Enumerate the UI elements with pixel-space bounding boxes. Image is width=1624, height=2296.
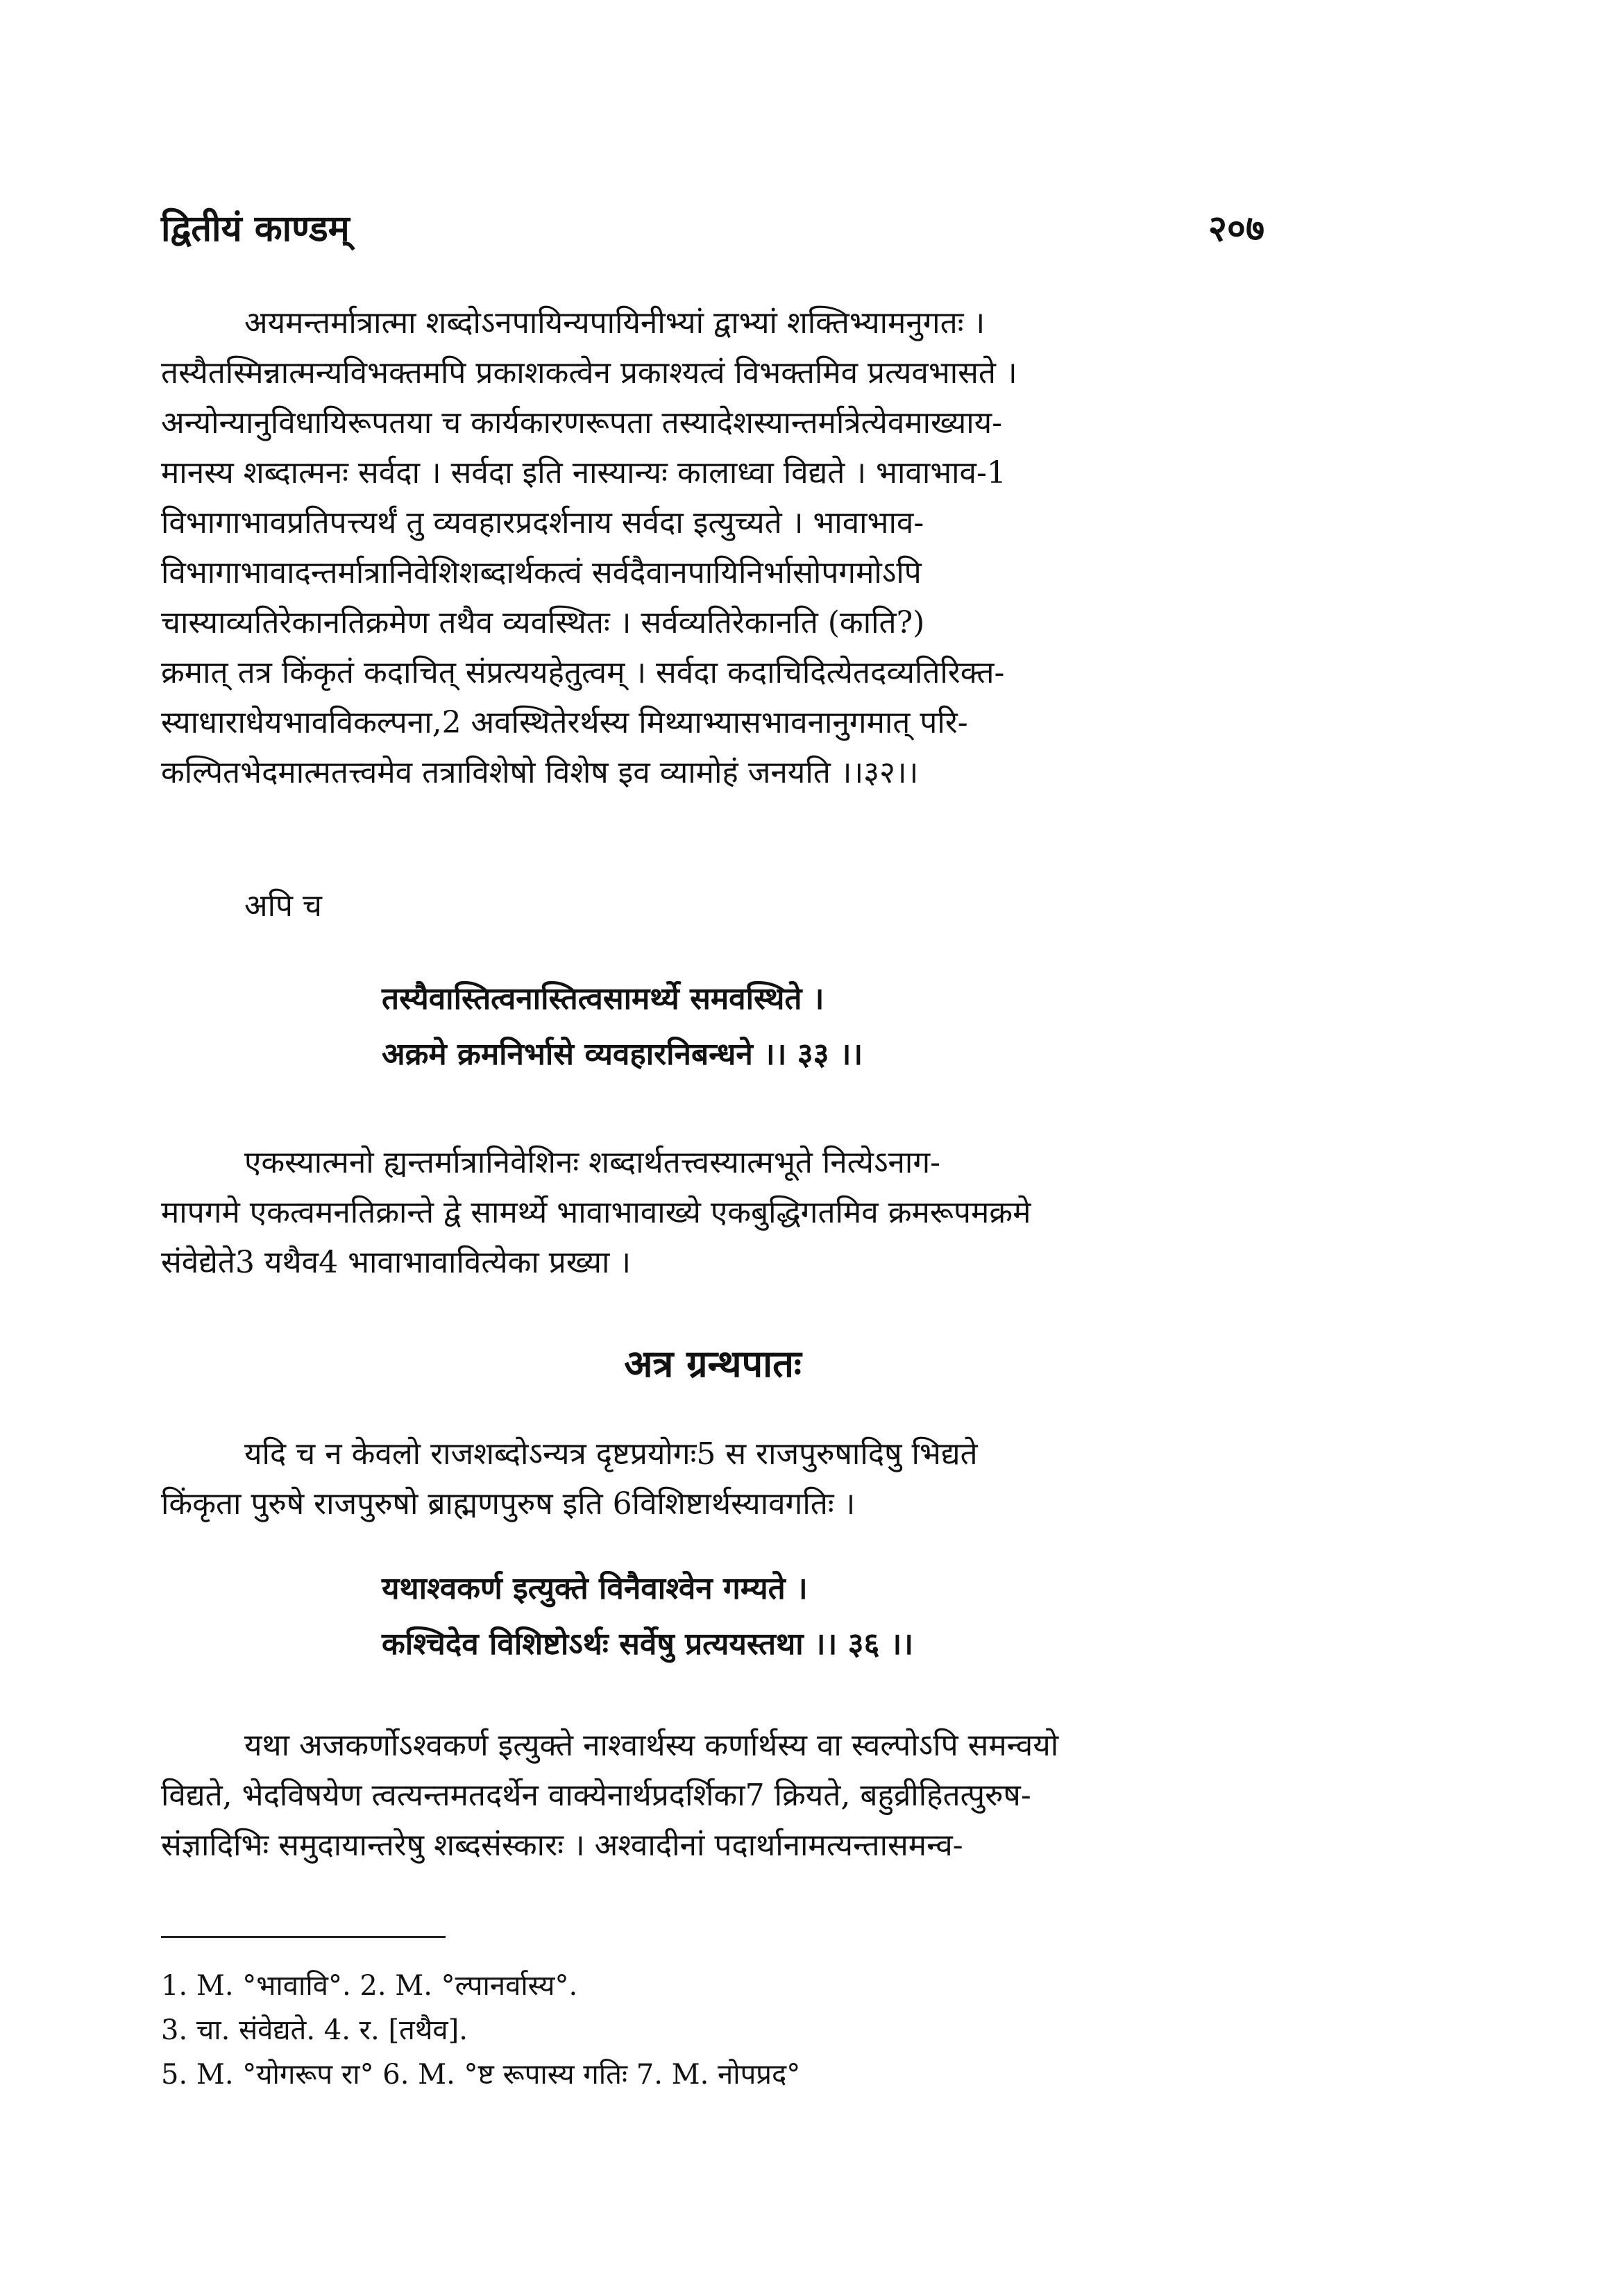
- page-header: [161, 201, 1264, 264]
- section-title-lacuna: अत्र ग्रन्थपातः: [624, 1341, 802, 1386]
- footnote-separator-rule: [161, 1936, 446, 1938]
- text-line: मापगमे एकत्वमनतिक्रान्ते द्वे सामर्थ्ये भावाभावाख्ये एकबुद्धिगतमिव क्रमरूपमक्रमे: [161, 1195, 1031, 1230]
- verse-line: अक्रमे क्रमनिर्भासे व्यवहारनिबन्धने ।। ३३ ।।: [382, 1037, 863, 1072]
- running-head: द्वितीयं काण्डम्: [161, 207, 350, 250]
- text-line: स्याधाराधेयभावविकल्पना,2 अवस्थितेरर्थस्य मिथ्याभ्यासभावनानुगमात् परि-: [161, 705, 968, 740]
- verse-36: [382, 1561, 1284, 1672]
- text-line: विद्यते, भेदविषयेण त्वत्यन्तमतदर्थेन वाक्येनार्थप्रदर्शिका7 क्रियते, बहुव्रीहितत्पुरुष-: [161, 1778, 1031, 1813]
- verse-line: यथाश्वकर्ण इत्युक्ते विनैवाश्वेन गम्यते ।: [382, 1571, 808, 1606]
- commentary-paragraph-32: [161, 298, 1264, 798]
- verse-33: [382, 971, 1284, 1082]
- text-line: यथा अजकर्णोऽश्वकर्ण इत्युक्ते नाश्वार्थस्य कर्णार्थस्य वा स्वल्पोऽपि समन्वयो: [244, 1728, 1059, 1763]
- footnote-line: 5. M. °योगरूप रा° 6. M. °ष्ट रूपास्य गतिः 7. M. नोपप्रद°: [161, 2059, 801, 2091]
- footnote-line: 3. चा. संवेद्यते. 4. र. [तथैव].: [161, 2014, 468, 2046]
- verse-line: कश्चिदेव विशिष्टोऽर्थः सर्वेषु प्रत्ययस्तथा ।। ३६ ।।: [382, 1626, 914, 1662]
- footnote-line: 1. M. °भावावि°. 2. M. °ल्पानर्वास्य°.: [161, 1970, 578, 2002]
- footnotes: [161, 1964, 1264, 2097]
- text-line: संज्ञादिभिः समुदायान्तरेषु शब्दसंस्कारः । अश्वादीनां पदार्थानामत्यन्तासमन्व-: [161, 1828, 963, 1863]
- text-line: यदि च न केवलो राजशब्दोऽन्यत्र दृष्टप्रयोगः5 स राजपुरुषादिषु भिद्यते: [244, 1436, 978, 1472]
- text-line: विभागाभावप्रतिपत्त्यर्थं तु व्यवहारप्रदर्शनाय सर्वदा इत्युच्यते । भावाभाव-: [161, 505, 924, 541]
- text-line: एकस्यात्मनो ह्यन्तर्मात्रानिवेशिनः शब्दार्थतत्त्वस्यात्मभूते नित्येऽनाग-: [244, 1145, 940, 1180]
- text-line: कल्पितभेदमात्मतत्त्वमेव तत्राविशेषो विशेष इव व्यामोहं जनयति ।।३२।।: [161, 755, 919, 790]
- text-line: चास्याव्यतिरेकानतिक्रमेण तथैव व्यवस्थितः । सर्वव्यतिरेकानति (काति?): [161, 605, 925, 640]
- text-line: क्रमात् तत्र किंकृतं कदाचित् संप्रत्ययहेतुत्वम् । सर्वदा कदाचिदित्येतदव्यतिरिक्त-: [161, 655, 1005, 690]
- text-line: तस्यैतस्मिन्नात्मन्यविभक्तमपि प्रकाशकत्वेन प्रकाश्यत्वं विभक्तमिव प्रत्यवभासते ।: [161, 355, 1017, 391]
- text-line: विभागाभावादन्तर्मात्रानिवेशिशब्दार्थकत्वं सर्वदैवानपायिनिर्भासोपगमोऽपि: [161, 555, 922, 590]
- commentary-paragraph-33: [161, 1138, 1264, 1288]
- paragraph-before-verse-36: [161, 1429, 1264, 1529]
- commentary-paragraph-36: [161, 1721, 1264, 1871]
- api-ca-text: अपि च: [244, 888, 322, 924]
- page-number: २०७: [1208, 207, 1264, 250]
- transition-phrase: [161, 881, 1264, 931]
- text-line: अयमन्तर्मात्रात्मा शब्दोऽनपायिन्यपायिनीभ्यां द्वाभ्यां शक्तिभ्यामनुगतः ।: [244, 305, 986, 341]
- text-line: अन्योन्यानुविधायिरूपतया च कार्यकारणरूपता तस्यादेशस्यान्तर्मात्रेत्येवमाख्याय-: [161, 405, 1003, 441]
- text-line: किंकृता पुरुषे राजपुरुषो ब्राह्मणपुरुष इति 6विशिष्टार्थस्यावगतिः ।: [161, 1486, 856, 1522]
- text-line: संवेद्येते3 यथैव4 भावाभावावित्येका प्रख्या ।: [161, 1245, 632, 1280]
- text-line: मानस्य शब्दात्मनः सर्वदा । सर्वदा इति नास्यान्यः कालाध्वा विद्यते । भावाभाव-1: [161, 455, 1006, 491]
- verse-line: तस्यैवास्तित्वनास्तित्वसामर्थ्ये समवस्थिते ।: [382, 981, 824, 1017]
